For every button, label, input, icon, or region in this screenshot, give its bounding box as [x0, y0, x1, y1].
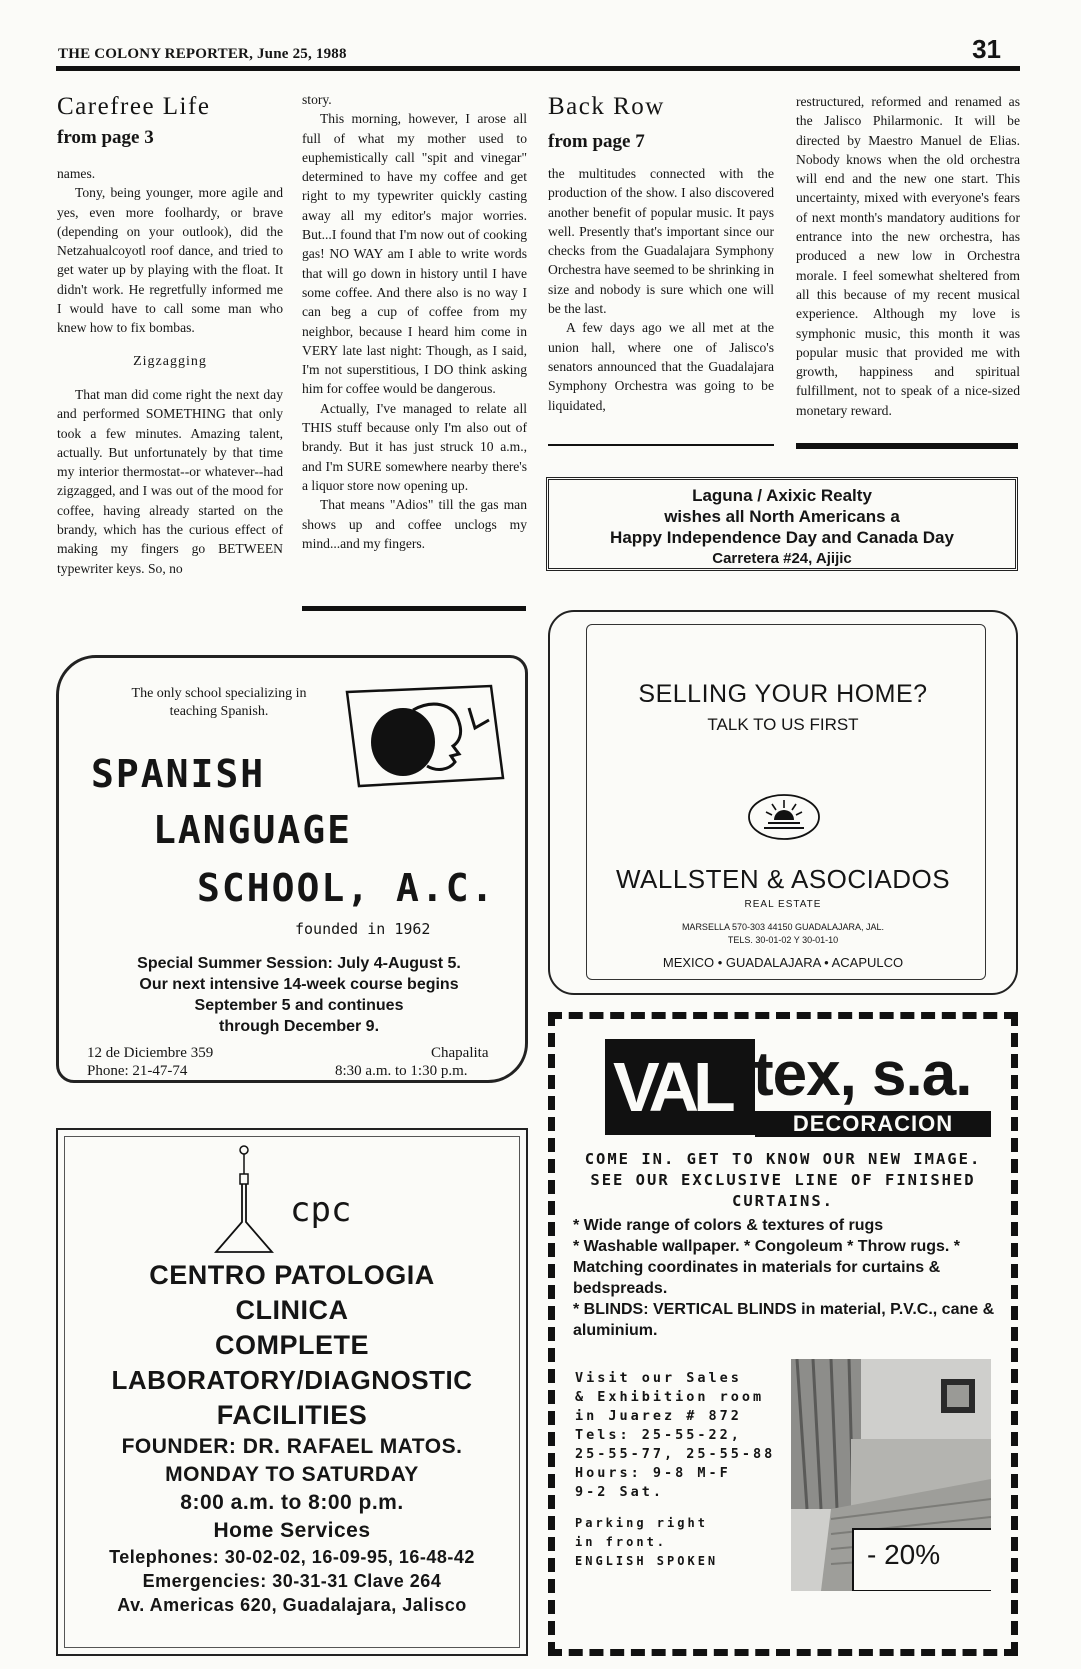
spanish-area: Chapalita [431, 1045, 489, 1061]
laguna-line: Carretera #24, Ajijic [712, 550, 852, 567]
cpc-name: CENTRO PATOLOGIA [149, 1260, 435, 1290]
backrow-from-page: from page 7 [548, 131, 645, 152]
valtex-bullet: * Wide range of colors & textures of rugs [573, 1217, 884, 1234]
column-end-rule [796, 443, 1018, 449]
cpc-name: CLINICA [235, 1295, 349, 1325]
spanish-summer: Special Summer Session: July 4-August 5. [137, 955, 461, 972]
carefree-paragraph: Actually, I've managed to relate all THIS stuff because only I'm also out of brandy. But it has just struck 10 a.m., and I'm SURE somewhere nearby there's a liquor store now opening up. [302, 400, 527, 493]
carefree-paragraph: names. [57, 166, 96, 181]
spanish-name-line: SCHOOL, A.C. [197, 866, 496, 910]
carefree-subhead: Zigzagging [133, 353, 207, 369]
cpc-phones: Telephones: 30-02-02, 16-09-95, 16-48-42 [109, 1547, 475, 1567]
valtex-visit: & Exhibition room [575, 1389, 765, 1405]
carefree-paragraph: That man did come right the next day and performed SOMETHING that only took a few minutes. Amazing talent, actually. But unfortunately by that time my interior thermostat--or whatever--had zigzagged, and I was out of the mood for coffee, having already started on the brandy, which has the curious effect of making my fingers go BETWEEN typewriter keys. So, no [57, 386, 283, 576]
valtex-english: ENGLISH SPOKEN [575, 1554, 719, 1568]
valtex-banner: DECORACION [755, 1111, 991, 1137]
spanish-dates: September 5 and continues [194, 997, 404, 1014]
wallsten-headline: SELLING YOUR HOME? [638, 680, 928, 708]
wallsten-subline: TALK TO US FIRST [707, 715, 859, 734]
cpc-service: Home Services [213, 1519, 371, 1542]
valtex-parking: Parking right [575, 1516, 708, 1530]
carefree-paragraph: story. [302, 92, 332, 107]
column-end-rule [548, 444, 774, 446]
wallsten-category: REAL ESTATE [744, 899, 822, 910]
valtex-parking: in front. [575, 1535, 668, 1549]
wallsten-name: WALLSTEN & ASOCIADOS [615, 864, 951, 894]
wallsten-tels: TELS. 30-01-02 Y 30-01-10 [727, 935, 839, 945]
valtex-hours: 9-2 Sat. [575, 1484, 665, 1500]
cpc-logo-text: cpc [290, 1190, 352, 1230]
wallsten-ad [548, 610, 1018, 995]
backrow-paragraph: A few days ago we all met at the union hall, where one of Jalisco's senators announced that the Guadalajara Symphony Orchestra was going to be liquidated, [548, 320, 774, 413]
valtex-bullets [573, 1215, 997, 1341]
valtex-visit-info [575, 1369, 805, 1571]
spanish-next: Our next intensive 14-week course begins [139, 976, 459, 993]
column-end-rule [302, 606, 526, 611]
masthead-title: THE COLONY REPORTER, June 25, 1988 [58, 46, 347, 62]
backrow-paragraph: the multitudes connected with the production of the show. I also discovered another benefit of popular music. It pays well. Presently that's important since our checks from the Guadalajara Symphony Orchestra have seemed to be shrinking in size and nobody is sure which one will be the last. [548, 166, 774, 317]
laguna-line: Laguna / Axixic Realty [692, 486, 872, 505]
spanish-hours: 8:30 a.m. to 1:30 p.m. [335, 1063, 468, 1079]
cpc-address: Av. Americas 620, Guadalajara, Jalisco [117, 1595, 467, 1615]
backrow-column-1 [548, 92, 774, 415]
backrow-paragraph: restructured, reformed and renamed as the Jalisco Philarmonic. It will be directed by Maestro Manuel de Elias. Nobody knows when the old orchestra will end and the new one start. This uncertainty, mixed with everyone's fears of next month's mandatory auditions for entrance into the new orchestra, has produced a new low in Orchestra morale. I feel somewhat sheltered from all this because of my recent musical experience. Although my love is symphonic music, this month it was popular music that provided me with growth, happiness and spiritual fulfillment, not to speak of a nice-sized monetary reward. [796, 94, 1020, 418]
laguna-line: wishes all North Americans a [664, 507, 900, 526]
spanish-address: 12 de Diciembre 359 [87, 1045, 214, 1061]
backrow-column-2 [796, 92, 1020, 420]
valtex-logo-right: tex, s.a. [753, 1040, 972, 1109]
cpc-line: COMPLETE [214, 1330, 369, 1360]
speaking-face-icon [341, 682, 516, 792]
laguna-line: Happy Independence Day and Canada Day [610, 528, 954, 547]
valtex-visit: Visit our Sales [575, 1370, 742, 1386]
cpc-emergencies: Emergencies: 30-31-31 Clave 264 [142, 1571, 442, 1591]
spanish-tagline: The only school specializing in teaching Spanish. [131, 686, 307, 719]
cpc-founder: FOUNDER: DR. RAFAEL MATOS. [121, 1435, 463, 1458]
spanish-session-info [89, 953, 509, 1037]
spanish-dates: through December 9. [218, 1018, 380, 1035]
spanish-school-ad [56, 655, 528, 1083]
wallsten-address: MARSELLA 570-303 44150 GUADALAJARA, JAL. [681, 922, 885, 932]
page-number: 31 [972, 34, 1001, 64]
carefree-title: Carefree Life [57, 93, 211, 120]
carefree-paragraph: That means "Adios" till the gas man shows up and coffee unclogs my mind...and my fingers. [302, 497, 527, 551]
spanish-founded: founded in 1962 [295, 920, 431, 938]
valtex-bullet: * BLINDS: VERTICAL BLINDS in material, P.V.C., cane & aluminium. [573, 1301, 995, 1339]
carefree-column-2 [302, 90, 527, 553]
cpc-line: FACILITIES [216, 1400, 368, 1430]
carefree-paragraph: Tony, being younger, more agile and yes, even more foolhardy, or brave (depending on your outlook), did the Netzahualcoyotl roof dance, and tried to get water up by playing with the float. It didn't work. He regretfully informed me I would have to call some man who knew how to fix bombas. [57, 185, 283, 336]
valtex-visit: in Juarez # 872 [575, 1408, 742, 1424]
valtex-ad [548, 1012, 1018, 1656]
cpc-line: LABORATORY/DIAGNOSTIC [111, 1365, 473, 1395]
carefree-from-page: from page 3 [57, 127, 154, 148]
cpc-text-block [58, 1258, 526, 1617]
cpc-hours: 8:00 a.m. to 8:00 p.m. [180, 1491, 404, 1514]
spanish-name-line: SPANISH [91, 752, 266, 796]
cpc-ad [56, 1128, 528, 1656]
valtex-intro: COME IN. GET TO KNOW OUR NEW IMAGE. SEE OUR EXCLUSIVE LINE OF FINISHED CURTAINS. [584, 1150, 982, 1210]
valtex-tels: 25-55-77, 25-55-88 [575, 1446, 776, 1462]
valtex-tels: Tels: 25-55-22, [575, 1427, 742, 1443]
valtex-discount: - 20% [867, 1539, 941, 1570]
wallsten-cities: MEXICO • GUADALAJARA • ACAPULCO [662, 955, 904, 970]
backrow-title: Back Row [548, 93, 665, 120]
sunrise-logo-icon [746, 792, 822, 842]
header-rule [56, 66, 1020, 71]
spanish-phone: Phone: 21-47-74 [87, 1063, 188, 1079]
laguna-realty-ad [546, 477, 1018, 571]
spanish-name-line: LANGUAGE [153, 808, 353, 852]
cpc-days: MONDAY TO SATURDAY [165, 1463, 419, 1486]
valtex-hours: Hours: 9-8 M-F [575, 1465, 731, 1481]
carefree-column-1 [57, 92, 283, 578]
valtex-logo-left: VAL [613, 1048, 730, 1126]
valtex-bullet: * Washable wallpaper. * Congoleum * Throw rugs. * Matching coordinates in materials for curtains & bedspreads. [573, 1238, 961, 1297]
carefree-paragraph: This morning, however, I arose all full of what my mother used to euphemistically call "spit and vinegar" determined to have my coffee and get right to my typewriter quickly casting away all my editor's major worries. But...I found that I'm now out of cooking gas! NO WAY am I able to write words that will go down in history until I have some coffee. And there also is no way I can beg a cup of coffee from my neighbor, because I heard him come in VERY late last night: Though, as I said, I'm not superstitious, I DO think asking him for coffee would be dangerous. [302, 111, 527, 397]
